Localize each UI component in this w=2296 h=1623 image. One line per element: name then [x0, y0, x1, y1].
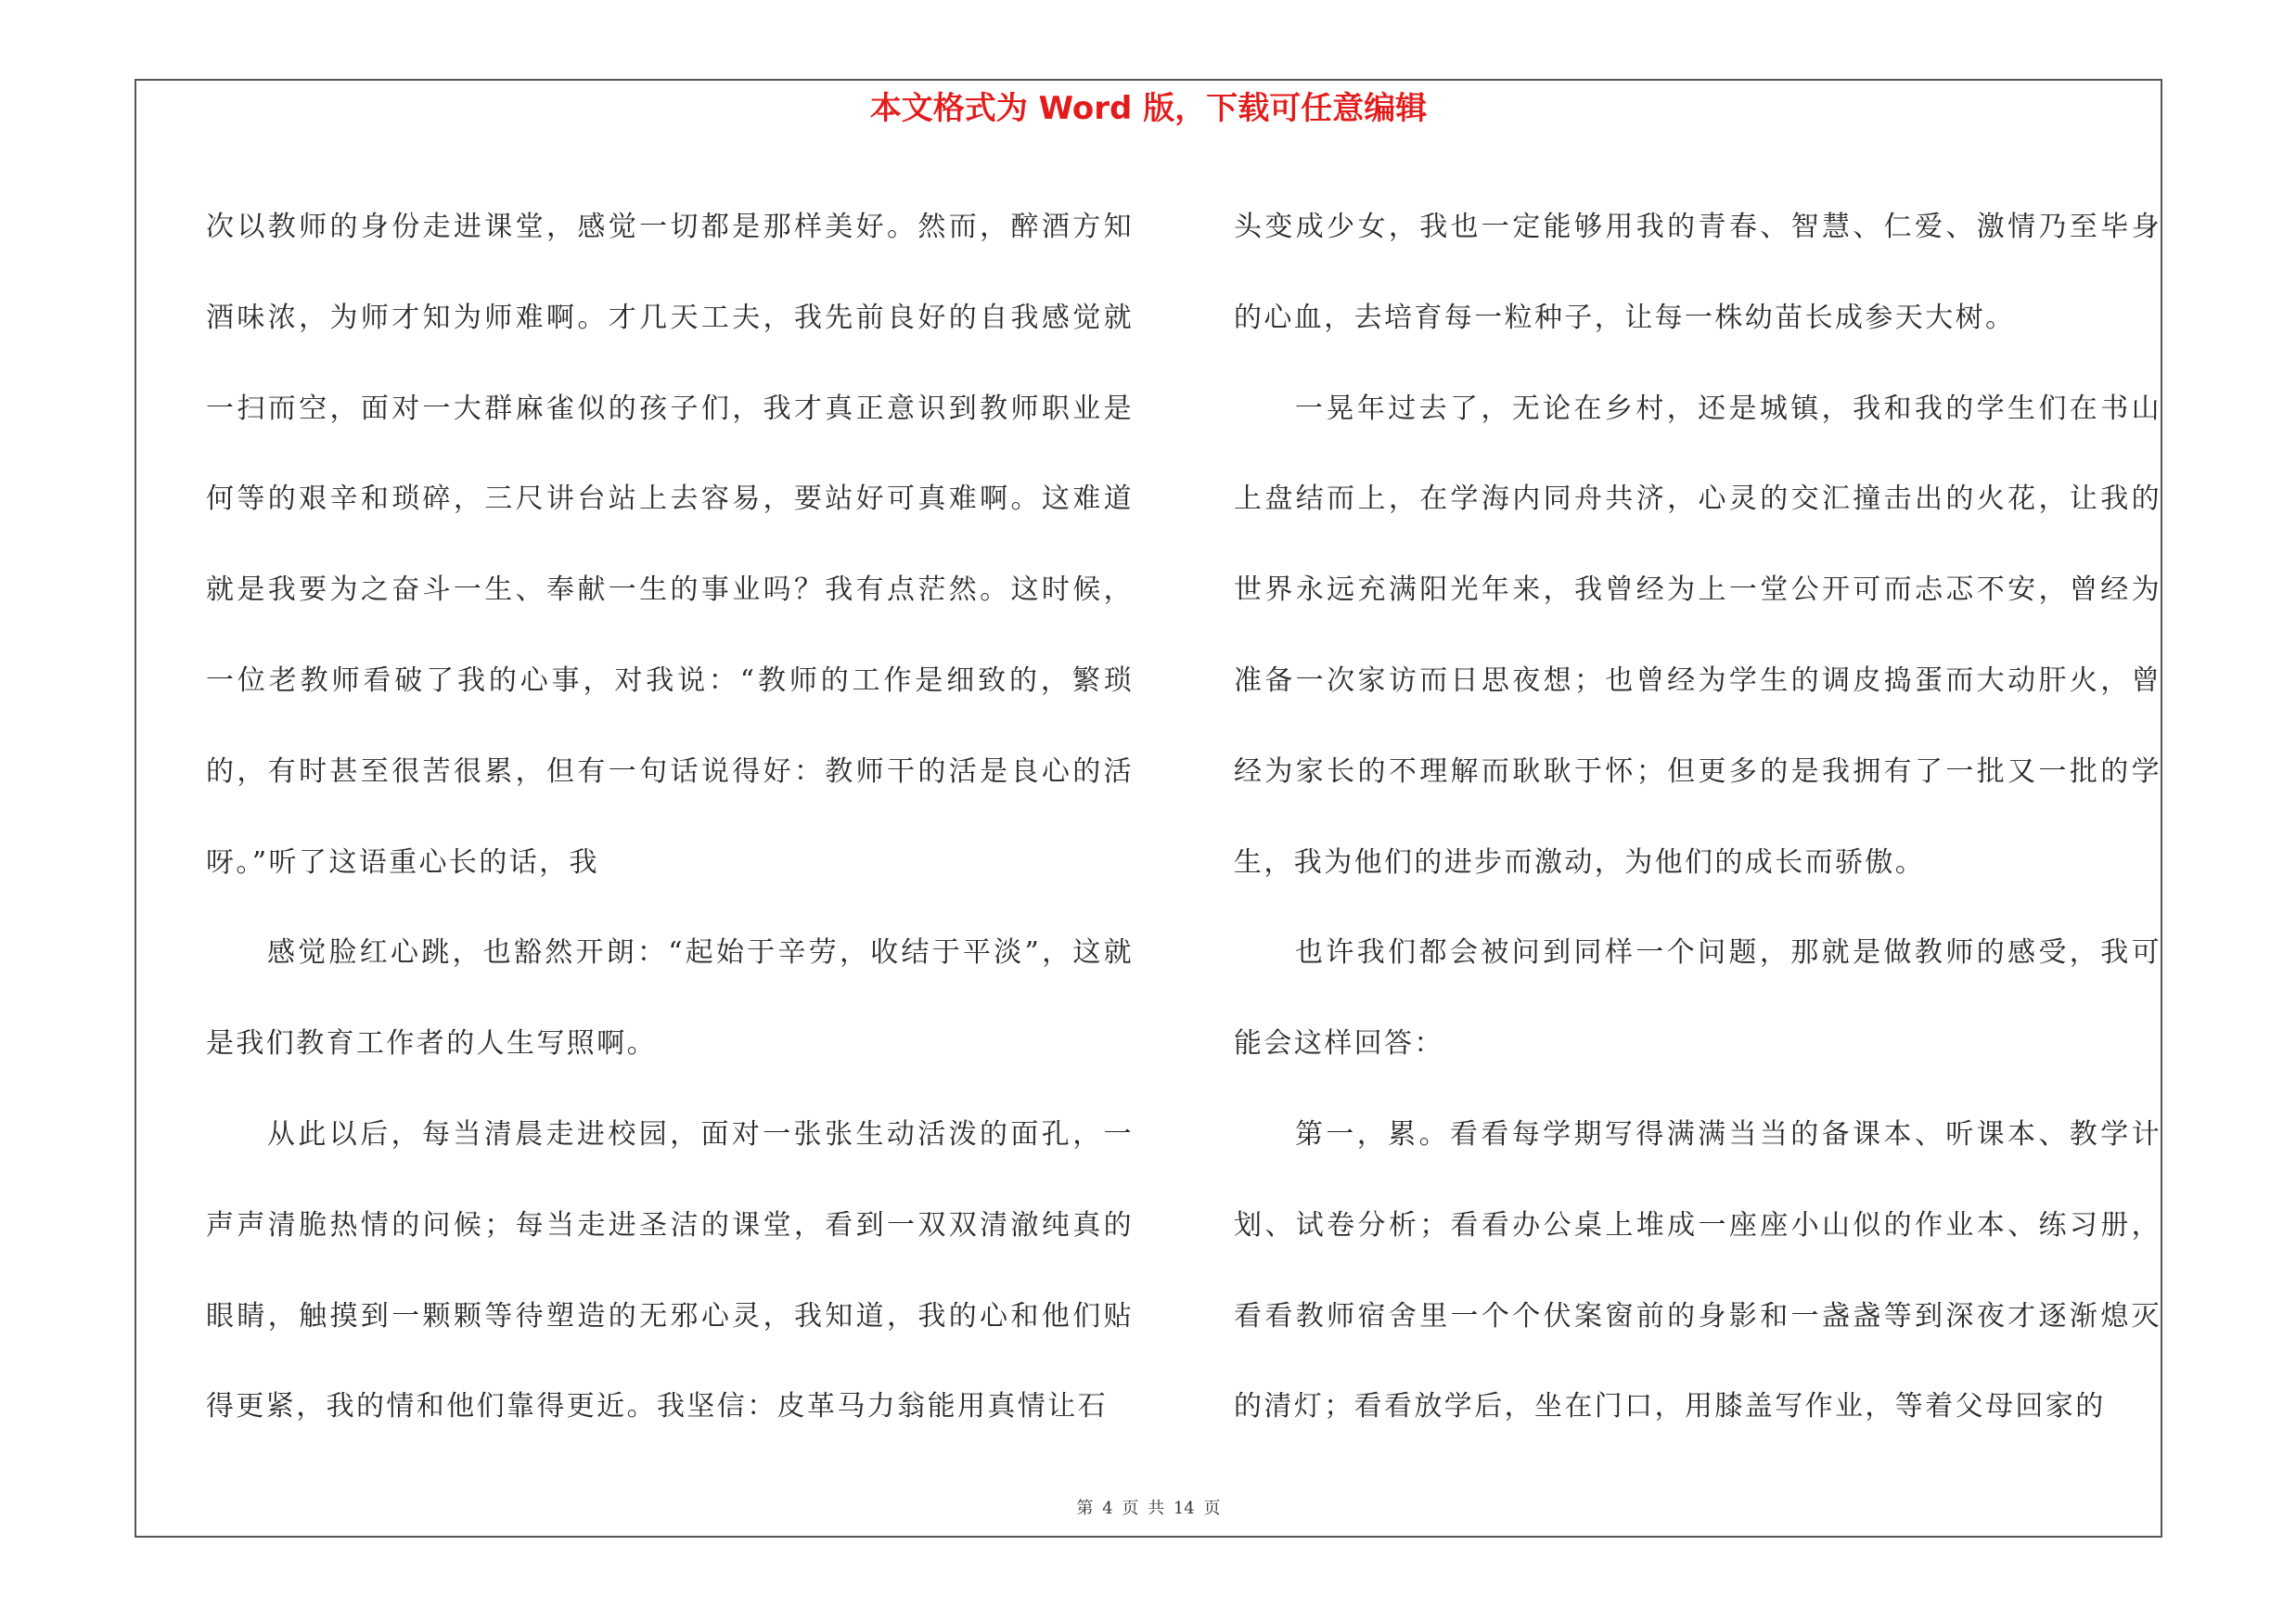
right-paragraph-1: 头变成少女，我也一定能够用我的青春、智慧、仁爱、激情乃至毕身的心血，去培育每一粒种子，让每一株幼苗长成参天大树。 — [1234, 211, 2161, 334]
page-number-footer: 第 4 页 共 14 页 — [1076, 1499, 1221, 1518]
right-paragraph-2: 一晃年过去了，无论在乡村，还是城镇，我和我的学生们在书山上盘结而上，在学海内同舟共济，心灵的交汇撞击出的火花，让我的世界永远充满阳光年来，我曾经为上一堂公开可而忐忑不安，曾经为准备一次家访而日思夜想；也曾经为学生的调皮捣蛋而大动肝火，曾经为家长的不理解而耿耿于怀；但更多的是我拥有了一批又一批的学生，我为他们的进步而激动，为他们的成长而骄傲。 — [1234, 392, 2161, 879]
document-banner: 本文格式为 Word 版，下载可任意编辑 — [869, 90, 1428, 127]
left-text-column — [206, 182, 1134, 1452]
left-paragraph-1: 次以教师的身份走进课堂，感觉一切都是那样美好。然而，醉酒方知酒味浓，为师才知为师难啊。才几天工夫，我先前良好的自我感觉就一扫而空，面对一大群麻雀似的孩子们，我才真正意识到教师职业是何等的艰辛和琐碎，三尺讲台站上去容易，要站好可真难啊。这难道就是我要为之奋斗一生、奉献一生的事业吗？我有点茫然。这时候，一位老教师看破了我的心事，对我说：“教师的工作是细致的，繁琐的，有时甚至很苦很累，但有一句话说得好：教师干的活是良心的活呀。”听了这语重心长的话，我 — [206, 211, 1134, 879]
right-text-column — [1234, 182, 2161, 1452]
left-paragraph-2: 感觉脸红心跳，也豁然开朗：“起始于辛劳，收结于平淡”，这就是我们教育工作者的人生写照啊。 — [206, 936, 1134, 1061]
left-paragraph-3: 从此以后，每当清晨走进校园，面对一张张生动活泼的面孔，一声声清脆热情的问候；每当走进圣洁的课堂，看到一双双清澈纯真的眼睛，触摸到一颗颗等待塑造的无邪心灵，我知道，我的心和他们贴得更紧，我的情和他们靠得更近。我坚信：皮革马力翁能用真情让石 — [206, 1117, 1134, 1423]
right-paragraph-3: 也许我们都会被问到同样一个问题，那就是做教师的感受，我可能会这样回答： — [1234, 936, 2161, 1061]
right-paragraph-4: 第一，累。看看每学期写得满满当当的备课本、听课本、教学计划、试卷分析；看看办公桌上堆成一座座小山似的作业本、练习册，看看教师宿舍里一个个伏案窗前的身影和一盏盏等到深夜才逐渐熄灭的清灯；看看放学后，坐在门口，用膝盖写作业，等着父母回家的 — [1234, 1117, 2161, 1423]
